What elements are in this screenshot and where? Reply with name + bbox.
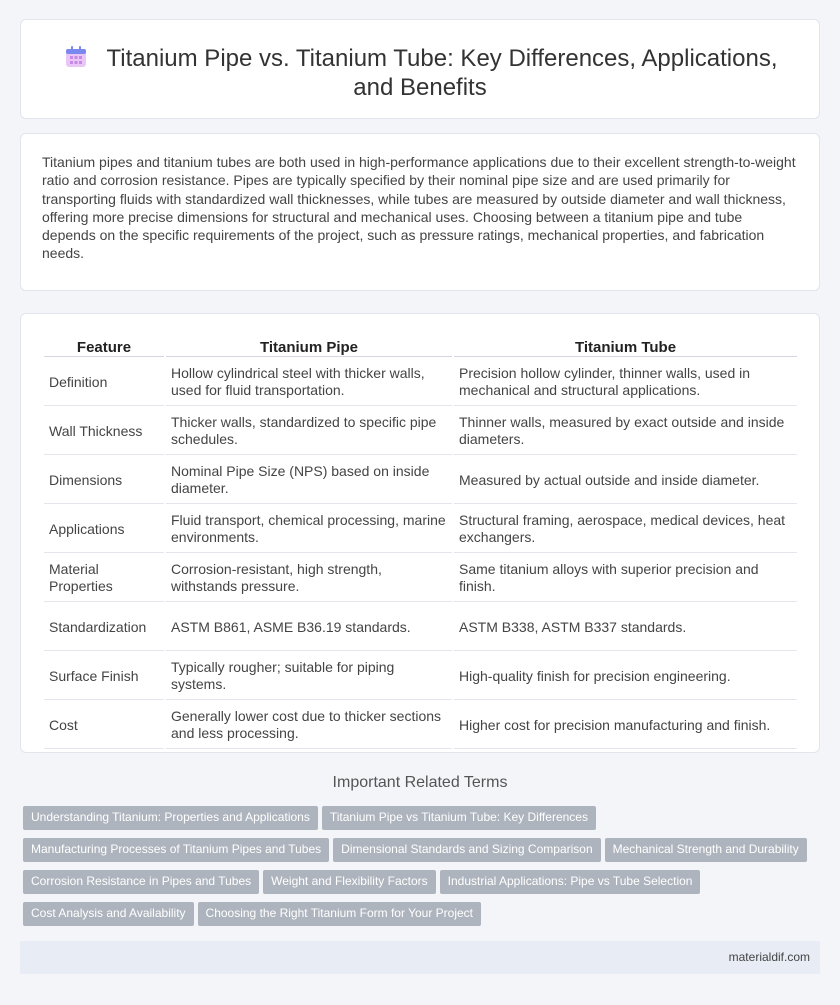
tube-cell: Same titanium alloys with superior precision and finish. (454, 555, 797, 602)
table-header-row (44, 339, 797, 357)
related-term-tag[interactable]: Titanium Pipe vs Titanium Tube: Key Differences (322, 806, 596, 830)
related-terms-row (23, 870, 823, 902)
related-term-tag[interactable]: Industrial Applications: Pipe vs Tube Selection (440, 870, 701, 894)
tube-cell: ASTM B338, ASTM B337 standards. (454, 604, 797, 651)
tube-cell: Thinner walls, measured by exact outside and inside diameters. (454, 408, 797, 455)
table-row (44, 555, 797, 602)
comparison-table-card (20, 313, 820, 753)
header-card (20, 19, 820, 119)
pipe-cell: Typically rougher; suitable for piping systems. (166, 653, 452, 700)
pipe-cell: Hollow cylindrical steel with thicker walls, used for fluid transportation. (166, 359, 452, 406)
page-title-text: Titanium Pipe vs. Titanium Tube: Key Differences, Applications, and Benefits (106, 45, 778, 101)
feature-cell: Surface Finish (44, 653, 164, 700)
tube-cell: Precision hollow cylinder, thinner walls, used in mechanical and structural applications. (454, 359, 797, 406)
feature-cell: Wall Thickness (44, 408, 164, 455)
pipe-cell: Generally lower cost due to thicker sections and less processing. (166, 702, 452, 749)
feature-cell: Material Properties (44, 555, 164, 602)
table-row (44, 457, 797, 504)
related-term-tag[interactable]: Weight and Flexibility Factors (263, 870, 436, 894)
table-row (44, 604, 797, 651)
pipe-cell: Thicker walls, standardized to specific pipe schedules. (166, 408, 452, 455)
tube-cell: Measured by actual outside and inside diameter. (454, 457, 797, 504)
related-term-tag[interactable]: Dimensional Standards and Sizing Comparison (333, 838, 600, 862)
pipe-cell: Nominal Pipe Size (NPS) based on inside diameter. (166, 457, 452, 504)
feature-cell: Applications (44, 506, 164, 553)
pipe-cell: Fluid transport, chemical processing, marine environments. (166, 506, 452, 553)
related-terms-row (23, 806, 823, 838)
column-header-tube: Titanium Tube (454, 339, 797, 357)
table-row (44, 506, 797, 553)
related-terms-row (23, 838, 823, 870)
related-terms-row (23, 902, 823, 934)
related-terms-list (23, 806, 823, 934)
related-terms-title: Important Related Terms (332, 774, 508, 791)
intro-paragraph: Titanium pipes and titanium tubes are both used in high-performance applications due to their excellent strength-to-weight ratio and corrosion resistance. Pipes are typically specified by their nominal pipe size and are used primarily for transporting fluids with standardized wall thicknesses, while tubes are measured by outside diameter and wall thickness, offering more precise dimensions for structural and mechanical uses. Choosing between a titanium pipe and tube depends on the specific requirements of the project, such as pressure ratings, mechanical properties, and fabrication needs. (42, 154, 796, 262)
comparison-table (42, 337, 799, 751)
feature-cell: Cost (44, 702, 164, 749)
related-term-tag[interactable]: Choosing the Right Titanium Form for Your Project (198, 902, 481, 926)
footer-site-link[interactable]: materialdif.com (728, 950, 810, 964)
table-row (44, 653, 797, 700)
column-header-feature: Feature (44, 339, 164, 357)
calendar-grid-icon (63, 44, 89, 70)
tube-cell: Higher cost for precision manufacturing and finish. (454, 702, 797, 749)
feature-cell: Standardization (44, 604, 164, 651)
related-term-tag[interactable]: Understanding Titanium: Properties and Applications (23, 806, 318, 830)
feature-cell: Dimensions (44, 457, 164, 504)
pipe-cell: ASTM B861, ASME B36.19 standards. (166, 604, 452, 651)
intro-card (20, 133, 820, 291)
related-term-tag[interactable]: Corrosion Resistance in Pipes and Tubes (23, 870, 259, 894)
related-term-tag[interactable]: Manufacturing Processes of Titanium Pipes and Tubes (23, 838, 329, 862)
tube-cell: High-quality finish for precision engineering. (454, 653, 797, 700)
tube-cell: Structural framing, aerospace, medical devices, heat exchangers. (454, 506, 797, 553)
feature-cell: Definition (44, 359, 164, 406)
pipe-cell: Corrosion-resistant, high strength, withstands pressure. (166, 555, 452, 602)
page-title (61, 44, 779, 102)
related-term-tag[interactable]: Cost Analysis and Availability (23, 902, 194, 926)
related-term-tag[interactable]: Mechanical Strength and Durability (605, 838, 807, 862)
column-header-pipe: Titanium Pipe (166, 339, 452, 357)
table-row (44, 408, 797, 455)
footer (20, 941, 820, 974)
table-row (44, 359, 797, 406)
table-row (44, 702, 797, 749)
